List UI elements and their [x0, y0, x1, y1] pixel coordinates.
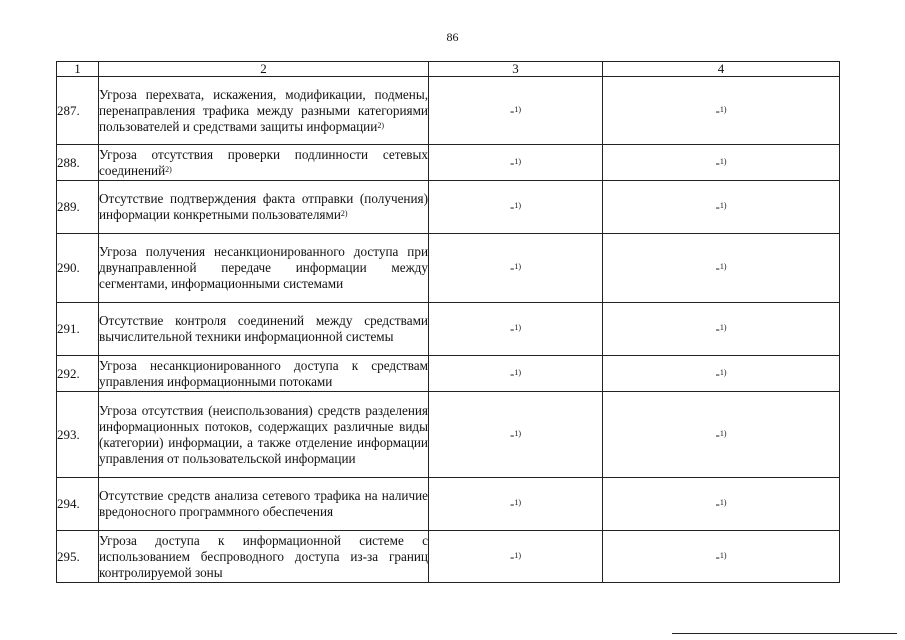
footnote-separator [672, 633, 897, 634]
footnote-ref: 1) [719, 262, 727, 271]
column4-mark [603, 531, 840, 583]
footnote-ref: 1) [719, 323, 727, 332]
column4-mark [603, 392, 840, 478]
footnote-ref: 1) [514, 428, 521, 438]
threat-text: Угроза отсутствия проверки подлинности сетевых соединений [99, 146, 428, 178]
row-number: 289. [57, 181, 99, 234]
column3-mark [429, 234, 603, 303]
dash-mark: - [715, 365, 720, 381]
dash-mark: - [715, 260, 720, 275]
footnote-ref: 1) [719, 367, 727, 377]
column3-mark [429, 531, 603, 583]
footnote-ref: 1) [719, 498, 727, 507]
threats-table [56, 61, 840, 583]
table-row [57, 234, 840, 303]
threat-text: Отсутствие контроля соединений между средствами вычислительной техники информационной системы [99, 313, 428, 344]
dash-mark: - [509, 321, 515, 336]
dash-mark: - [715, 548, 720, 564]
row-number: 288. [57, 145, 99, 181]
column3-mark [429, 303, 603, 356]
column4-mark [603, 478, 840, 531]
footnote-ref: 2) [377, 120, 384, 130]
threat-description [99, 145, 429, 181]
table-header-row [57, 62, 840, 77]
table-row [57, 478, 840, 531]
column-header: 1 [57, 62, 99, 77]
threat-description [99, 392, 429, 478]
column4-mark [603, 145, 840, 181]
dash-mark: - [715, 199, 720, 214]
column4-mark [603, 303, 840, 356]
dash-mark: - [509, 548, 515, 564]
dash-mark: - [715, 102, 720, 118]
threat-text: Угроза отсутствия (неиспользования) средств разделения информационных потоков, содержащих различные виды (категории) информации, а также отделение информации управления от пользовательской информации [99, 402, 428, 466]
row-number: 294. [57, 478, 99, 531]
dash-mark: - [509, 426, 515, 442]
footnote-ref: 1) [514, 323, 521, 332]
threat-text: Угроза доступа к информационной системе с использованием беспроводного доступа из-за границ контролируемой зоны [99, 532, 428, 580]
footnote-ref: 1) [514, 156, 521, 166]
threat-description [99, 77, 429, 145]
table-row [57, 303, 840, 356]
dash-mark: - [715, 154, 720, 170]
footnote-ref: 1) [719, 550, 727, 560]
footnote-ref: 1) [719, 201, 727, 210]
row-number: 291. [57, 303, 99, 356]
column3-mark [429, 478, 603, 531]
footnote-ref: 1) [514, 498, 521, 507]
dash-mark: - [715, 496, 720, 511]
footnote-ref: 1) [514, 104, 521, 114]
column3-mark [429, 77, 603, 145]
dash-mark: - [509, 365, 515, 381]
footnote-ref: 1) [514, 367, 521, 377]
threat-text: Отсутствие подтверждения факта отправки (получения) информации конкретными пользователями [99, 191, 428, 222]
row-number: 292. [57, 356, 99, 392]
column-header: 2 [99, 62, 429, 77]
footnote-ref: 1) [514, 550, 521, 560]
footnote-ref: 1) [719, 104, 727, 114]
table-body [57, 77, 840, 583]
threat-description [99, 356, 429, 392]
column3-mark [429, 392, 603, 478]
footnote-ref: 1) [514, 262, 521, 271]
dash-mark: - [509, 496, 515, 511]
column4-mark [603, 234, 840, 303]
row-number: 295. [57, 531, 99, 583]
dash-mark: - [715, 426, 720, 442]
threat-description [99, 181, 429, 234]
footnote-ref: 1) [719, 428, 727, 438]
threat-description [99, 478, 429, 531]
dash-mark: - [509, 199, 515, 214]
dash-mark: - [715, 321, 720, 336]
table-row [57, 181, 840, 234]
row-number: 290. [57, 234, 99, 303]
threat-description [99, 234, 429, 303]
dash-mark: - [509, 260, 515, 275]
column3-mark [429, 356, 603, 392]
footnote-ref: 1) [514, 201, 521, 210]
column4-mark [603, 77, 840, 145]
row-number: 287. [57, 77, 99, 145]
table-row [57, 77, 840, 145]
threat-text: Угроза несанкционированного доступа к средствам управления информационными потоками [99, 357, 428, 389]
table-row [57, 145, 840, 181]
threat-text: Отсутствие средств анализа сетевого трафика на наличие вредоносного программного обеспечения [99, 488, 428, 519]
column4-mark [603, 356, 840, 392]
dash-mark: - [509, 102, 515, 118]
table-row [57, 531, 840, 583]
footnote-ref: 1) [719, 156, 727, 166]
column-header: 3 [429, 62, 603, 77]
table-row [57, 392, 840, 478]
footnote-ref: 2) [165, 164, 172, 174]
column3-mark [429, 181, 603, 234]
threat-text: Угроза получения несанкционированного доступа при двунаправленной передаче информации между сегментами, информационными системами [99, 244, 428, 291]
page-number: 86 [446, 30, 459, 44]
table-row [57, 356, 840, 392]
column-header: 4 [603, 62, 840, 77]
threat-description [99, 303, 429, 356]
threat-description [99, 531, 429, 583]
footnote-ref: 2) [340, 209, 348, 218]
column4-mark [603, 181, 840, 234]
column3-mark [429, 145, 603, 181]
dash-mark: - [509, 154, 515, 170]
threat-text: Угроза перехвата, искажения, модификации, подмены, перенаправления трафика между разными категориями пользователей и средствами защиты информации [99, 86, 428, 134]
row-number: 293. [57, 392, 99, 478]
